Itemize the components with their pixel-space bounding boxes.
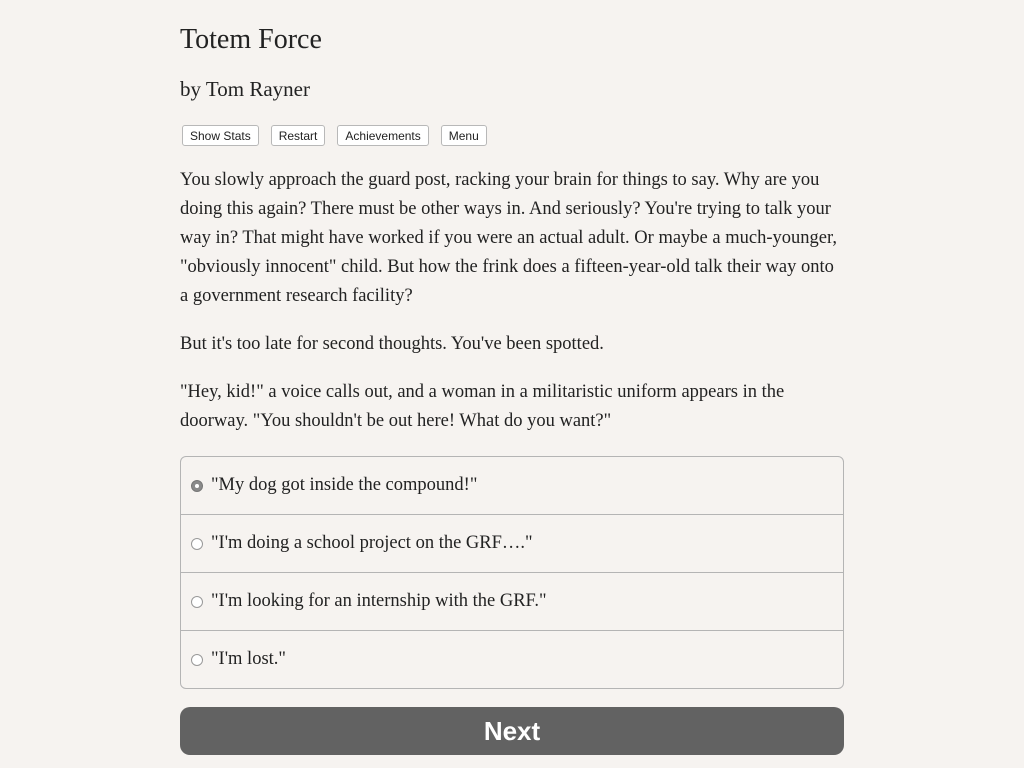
choice-label: "I'm looking for an internship with the GRF." — [211, 591, 547, 611]
choice-list — [180, 456, 844, 689]
choice-label: "I'm doing a school project on the GRF…." — [211, 533, 533, 553]
game-title: Totem Force — [180, 24, 322, 55]
game-author: by Tom Rayner — [180, 77, 310, 101]
restart-button[interactable]: Restart — [271, 125, 326, 146]
choice-option[interactable] — [181, 573, 843, 631]
achievements-button[interactable]: Achievements — [337, 125, 428, 146]
story-text — [180, 166, 844, 455]
menu-button[interactable]: Menu — [441, 125, 487, 146]
story-paragraph: "Hey, kid!" a voice calls out, and a woman in a militaristic uniform appears in the doorway. "You shouldn't be out here! What do you want?" — [180, 382, 785, 431]
radio-button[interactable] — [191, 654, 203, 666]
story-paragraph: You slowly approach the guard post, racking your brain for things to say. Why are you doing this again? There must be other ways in. And seriously? You're trying to talk your way in? That might have worked if you were an actual adult. Or maybe a much-younger, "obviously innocent" child. But how the frink does a fifteen-year-old talk their way onto a government research facility? — [180, 170, 837, 306]
radio-button[interactable] — [191, 596, 203, 608]
toolbar — [182, 125, 487, 146]
story-paragraph: But it's too late for second thoughts. You've been spotted. — [180, 334, 604, 354]
next-button[interactable]: Next — [180, 707, 844, 755]
choice-label: "My dog got inside the compound!" — [211, 475, 478, 495]
show-stats-button[interactable]: Show Stats — [182, 125, 259, 146]
choice-label: "I'm lost." — [211, 649, 286, 669]
choice-option[interactable] — [181, 515, 843, 573]
choice-option[interactable] — [181, 631, 843, 688]
choice-option[interactable] — [181, 457, 843, 515]
radio-button[interactable] — [191, 538, 203, 550]
radio-button[interactable] — [191, 480, 203, 492]
